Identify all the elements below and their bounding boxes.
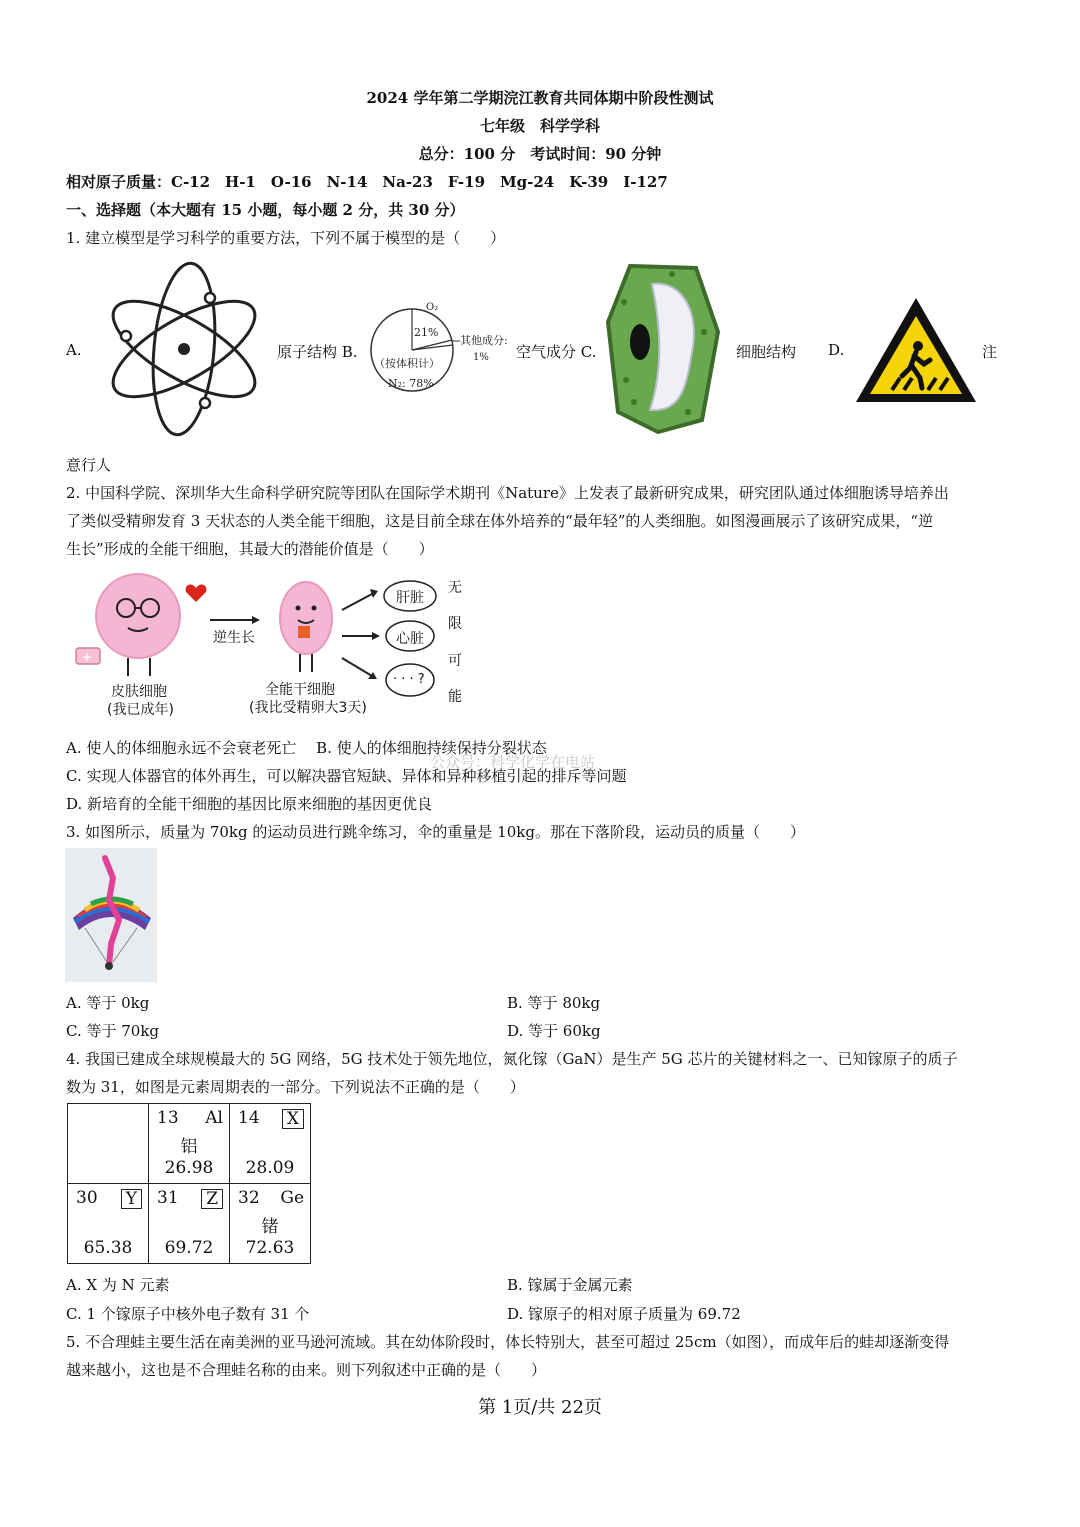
plant-cell-figure: [604, 262, 720, 434]
svg-text:+: +: [82, 650, 93, 664]
air-composition-pie: [366, 296, 516, 396]
q1-caption-atom: 原子结构 B.: [277, 343, 358, 361]
q4-stem-line1: 4. 我国已建成全球规模最大的 5G 网络，5G 技术处于领先地位，氮化镓（GaN）是生产 5G 芯片的关键材料之一、已知镓原子的质子: [66, 1050, 958, 1068]
q4-option-c: C. 1 个镓原子中核外电子数有 31 个: [66, 1305, 310, 1323]
comic-stem-cell-label: 全能干细胞: [265, 682, 335, 698]
watermark: 公众号：科学化学在电站: [430, 753, 596, 771]
pt-ge-mass: 72.63: [245, 1238, 295, 1258]
pt-ge-name: 锗: [261, 1217, 279, 1237]
pt-cell-al: [149, 1104, 230, 1184]
pie-other-label: 其他成分:: [460, 334, 508, 347]
q4-option-d: D. 镓原子的相对原子质量为 69.72: [507, 1305, 741, 1323]
comic-side-char-2: 限: [448, 616, 462, 632]
comic-heart-label: 心脏: [396, 631, 424, 647]
pie-n2-label: N₂: 78%: [388, 377, 434, 390]
comic-side-char-3: 可: [448, 653, 462, 669]
atom-model-figure: [100, 258, 268, 440]
exam-score-time: 总分：100 分 考试时间：90 分钟: [418, 145, 662, 163]
q5-stem-line2: 越来越小，这也是不合理蛙名称的由来。则下列叙述中正确的是（ ）: [66, 1361, 547, 1379]
comic-side-char-1: 无: [448, 580, 462, 596]
pt-z-mass: 69.72: [164, 1238, 214, 1258]
q4-option-a: A. X 为 N 元素: [66, 1276, 170, 1294]
pt-empty-cell: [68, 1104, 149, 1184]
q4-option-b: B. 镓属于金属元素: [507, 1276, 633, 1294]
pt-al-name: 铝: [180, 1137, 198, 1157]
q1-option-d-text-tail: 注: [982, 343, 998, 361]
q3-option-b: B. 等于 80kg: [507, 994, 601, 1012]
q1-option-d-text-cont: 意行人: [66, 456, 112, 474]
pie-o2-label: O₂: [426, 302, 439, 313]
pt-cell-y: [68, 1184, 149, 1264]
q5-stem-line1: 5. 不合理蛙主要生活在南美洲的亚马逊河流域。其在幼体阶段时，体长特别大，甚至可超过 25cm（如图），而成年后的蛙却逐渐变得: [66, 1333, 950, 1351]
q2-stem-line2: 了类似受精卵发育 3 天状态的人类全能干细胞，这是目前全球在体外培养的“最年轻”的人类细胞。如图漫画展示了该研究成果，“逆: [66, 512, 934, 530]
comic-skin-cell-note: (我已成年): [107, 702, 174, 718]
exam-title: 2024 学年第二学期浣江教育共同体期中阶段性测试: [366, 89, 714, 107]
pie-volume-note: （按体积计）: [374, 357, 440, 370]
q2-stem-line1: 2. 中国科学院、深圳华大生命科学研究院等团队在国际学术期刊《Nature》上发表了最新研究成果，研究团队通过体细胞诱导培养出: [66, 484, 949, 502]
pie-other-percent: 1%: [473, 352, 489, 363]
pt-x-symbol: X: [282, 1109, 304, 1129]
q4-stem-line2: 数为 31，如图是元素周期表的一部分。下列说法不正确的是（ ）: [66, 1078, 525, 1096]
q1-option-d-letter: D.: [828, 341, 845, 359]
pt-z-symbol: Z: [201, 1189, 223, 1209]
pt-cell-x: [230, 1104, 311, 1184]
pt-x-number: 14: [238, 1108, 260, 1128]
q1-caption-air: 空气成分 C.: [516, 343, 597, 361]
q1-caption-cell: 细胞结构: [736, 343, 797, 361]
q2-option-c: C. 实现人体器官的体外再生，可以解决器官短缺、异体和异种移植引起的排斥等问题: [66, 767, 627, 785]
parachute-photo: [65, 848, 157, 982]
pt-z-number: 31: [157, 1188, 179, 1208]
pt-cell-ge: [230, 1184, 311, 1264]
pie-o2-percent: 21%: [414, 326, 439, 339]
q2-option-d: D. 新培育的全能干细胞的基因比原来细胞的基因更优良: [66, 795, 433, 813]
pt-ge-symbol: Ge: [280, 1188, 304, 1208]
pt-al-symbol: Al: [205, 1108, 223, 1128]
pedestrian-warning-sign: [852, 294, 980, 406]
comic-arrow-label: 逆生长: [213, 630, 255, 646]
pt-y-symbol: Y: [121, 1189, 142, 1209]
pt-cell-z: [149, 1184, 230, 1264]
atomic-mass-line: 相对原子质量：C-12 H-1 O-16 N-14 Na-23 F-19 Mg-24 K-39 I-127: [66, 173, 668, 191]
comic-skin-cell-label: 皮肤细胞: [111, 684, 167, 700]
periodic-table-fragment: [67, 1103, 311, 1264]
page-number: 第 1页/共 22页: [478, 1397, 602, 1418]
q3-option-a: A. 等于 0kg: [66, 994, 150, 1012]
q3-option-c: C. 等于 70kg: [66, 1022, 160, 1040]
pt-x-mass: 28.09: [245, 1158, 295, 1178]
q2-options-ab: A. 使人的体细胞永远不会衰老死亡 B. 使人的体细胞持续保持分裂状态: [66, 739, 547, 757]
q2-stem-line3: 生长”形成的全能干细胞，其最大的潜能价值是（ ）: [66, 540, 434, 558]
pt-ge-number: 32: [238, 1188, 260, 1208]
pt-y-mass: 65.38: [83, 1238, 133, 1258]
comic-liver-label: 肝脏: [396, 590, 424, 606]
comic-stem-cell-note: (我比受精卵大3天): [249, 700, 367, 716]
q1-stem: 1. 建立模型是学习科学的重要方法，下列不属于模型的是（ ）: [66, 229, 506, 247]
section-heading: 一、选择题（本大题有 15 小题，每小题 2 分，共 30 分）: [66, 201, 465, 219]
q3-stem: 3. 如图所示，质量为 70kg 的运动员进行跳伞练习，伞的重量是 10kg。那在下落阶段，运动员的质量（ ）: [66, 823, 805, 841]
comic-side-char-4: 能: [448, 689, 462, 705]
q3-option-d: D. 等于 60kg: [507, 1022, 601, 1040]
pt-y-number: 30: [76, 1188, 98, 1208]
comic-more-label: · · · ?: [393, 672, 425, 687]
q1-option-a-letter: A.: [66, 341, 82, 359]
pt-al-mass: 26.98: [164, 1158, 214, 1178]
exam-subject: 七年级 科学学科: [479, 117, 600, 135]
pt-al-number: 13: [157, 1108, 179, 1128]
